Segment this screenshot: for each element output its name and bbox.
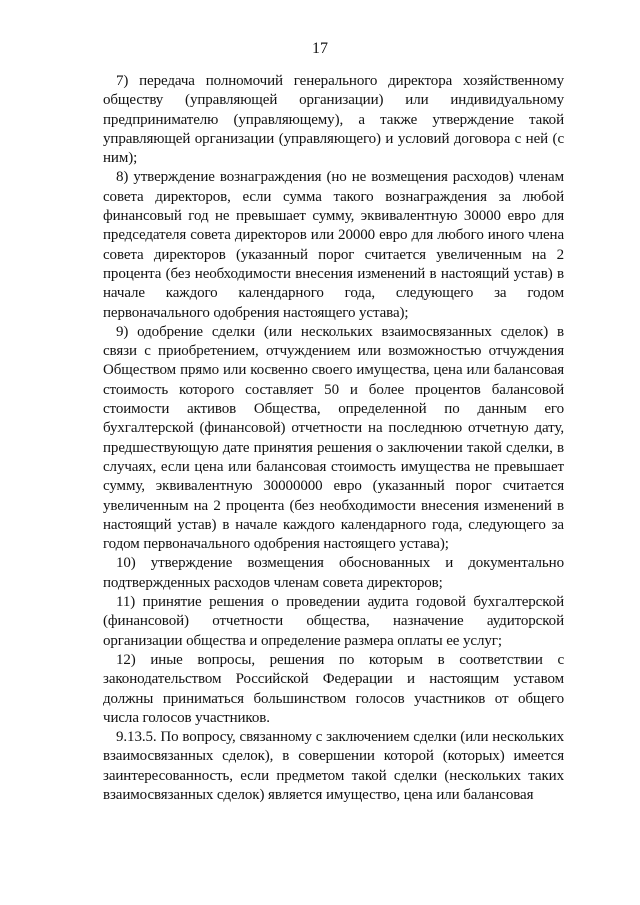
list-item-12: 12) иные вопросы, решения по которым в соответствии с законодательством Российской Федерации и настоящим уставом должны приниматься большинством голосов участников от общего числа голосов участников. — [103, 651, 564, 726]
list-item-8: 8) утверждение вознаграждения (но не возмещения расходов) членам совета директоров, если сумма такого вознаграждения за любой финансовый год не превышает сумму, эквивалентную 30000 евро для председателя совета директоров или 20000 евро для любого иного члена совета директоров (указанный порог считается увеличенным на 2 процента (без необходимости внесения изменений в настоящий устав) в начале каждого календарного года, следующего за годом первоначального одобрения настоящего устава); — [103, 169, 564, 321]
clause-9-13-5: 9.13.5. По вопросу, связанному с заключением сделки (или нескольких взаимосвязанных сделок), в совершении которой (которых) имеется заинтересованность, если предметом такой сделки (нескольких таких взаимосвязанных сделок) является имущество, цена или балансовая — [103, 729, 564, 803]
list-item-11: 11) принятие решения о проведении аудита годовой бухгалтерской (финансовой) отчетности общества, назначение аудиторской организации общества и определение размера оплаты ее услуг; — [103, 594, 564, 649]
document-body — [103, 72, 564, 805]
list-item-10: 10) утверждение возмещения обоснованных и документально подтвержденных расходов членам совета директоров; — [103, 555, 564, 591]
list-item-7: 7) передача полномочий генерального директора хозяйственному обществу (управляющей организации) или индивидуальному предпринимателю (управляющему), а также утверждение такой управляющей организации (управляющего) и условий договора с ней (с ним); — [103, 73, 564, 167]
page-number: 17 — [312, 40, 328, 57]
list-item-9: 9) одобрение сделки (или нескольких взаимосвязанных сделок) в связи с приобретением, отчуждением или возможностью отчуждения Обществом прямо или косвенно своего имущества, цена или балансовая стоимость которого составляет 50 и более процентов балансовой стоимости активов Общества, определенной по данным его бухгалтерской (финансовой) отчетности на последнюю отчетную дату, предшествующую дате принятия решения о заключении такой сделки, в случаях, если цена или балансовая стоимость имущества не превышает сумму, эквивалентную 30000000 евро (указанный порог считается увеличенным на 2 процента (без необходимости внесения изменений в настоящий устав) в начале каждого календарного года, следующего за годом первоначального одобрения настоящего устава); — [103, 323, 564, 553]
